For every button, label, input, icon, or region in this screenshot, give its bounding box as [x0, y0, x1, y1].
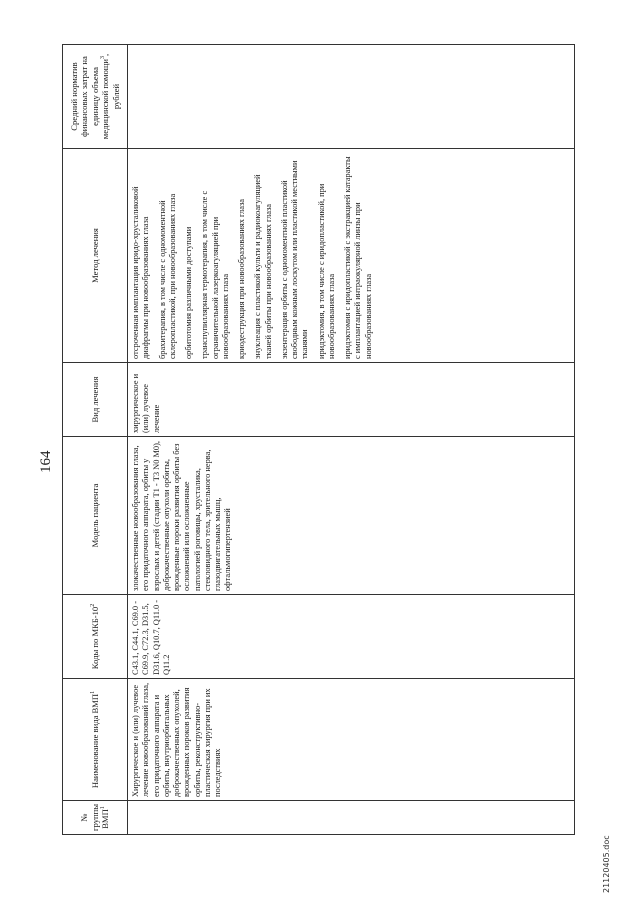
- method-item: иридэктомия, в том числе с иридопластикой, при новообразованиях глаза: [316, 183, 336, 359]
- table-row: [128, 45, 575, 835]
- cell-icd-codes: C43.1, C44.1, C69.0 - C69.9, C72.3, D31.5, D31.6, Q10.7, Q11.0 - Q11.2: [128, 595, 575, 679]
- page-number: 164: [38, 450, 54, 473]
- method-item: иридэктомия с иридопластикой с экстракцией катаракты с имплантацией интраокулярной линзы при новообразованиях глаза: [343, 156, 373, 359]
- method-item: экзентерация орбиты с одномоментной пластикой свободным кожным лоскутом или пластикой местными тканями: [279, 160, 310, 359]
- cell-group-no: [128, 801, 575, 835]
- vmp-table: [62, 44, 575, 835]
- header-cost-norm: Средний норматив финансовых затрат на единицу объема медицинской помощи$^3$, рублей: [63, 45, 128, 149]
- cell-patient-model: злокачественные новообразования глаза, его придаточного аппарата, орбиты у взрослых и детей (стадии Т1 - Т3 N0 M0), доброкачественные опухоли орбиты, врожденные пороки развития орбиты без осложнений или осложненные патологией роговицы, хрусталика, стекловидного тела, зрительного нерва, глазодвигательных мышц, офтальмогипертензией: [128, 437, 575, 595]
- method-item: энуклеация с пластикой культи и радиокоагуляцией тканей орбиты при новообразованиях глаза: [253, 174, 273, 359]
- method-item: транспупиллярная термотерапия, в том числе с ограничительной лазеркоагуляцией при новообразованиях глаза: [200, 190, 230, 359]
- cell-treatment-type: хирургическое и (или) лучевое лечение: [128, 363, 575, 437]
- header-treatment-type: Вид лечения: [63, 363, 128, 437]
- header-group-no: № группы ВМП$^1$: [63, 801, 128, 835]
- method-item: брахитерапия, в том числе с одномоментной склеропластикой, при новообразованиях глаза: [157, 193, 177, 359]
- doc-code: 21120405.doc: [602, 835, 611, 893]
- cell-treatment-methods: [128, 149, 575, 363]
- table-header-row: [63, 45, 128, 835]
- cell-vmp-name: Хирургическое и (или) лучевое лечение новообразований глаза, его придаточного аппарата и орбиты, внутриорбитальных доброкачественных опухолей, врожденных пороков развития орбиты, реконструктивно-пластическая хирургия при их последствиях: [128, 679, 575, 801]
- header-icd-codes: Коды по МКБ-$10^2$: [63, 595, 128, 679]
- header-patient-model: Модель пациента: [63, 437, 128, 595]
- cell-cost-norm: [128, 45, 575, 149]
- method-item: криодеструкция при новообразованиях глаза: [237, 199, 246, 359]
- method-item: отсроченная имплантация иридо-хрусталиковой диафрагмы при новообразованиях глаза: [131, 186, 151, 359]
- header-treatment-method: Метод лечения: [63, 149, 128, 363]
- header-vmp-name: Наименование вида ВМП$^1$: [63, 679, 128, 801]
- method-item: орбитотомия различными доступами: [184, 226, 193, 359]
